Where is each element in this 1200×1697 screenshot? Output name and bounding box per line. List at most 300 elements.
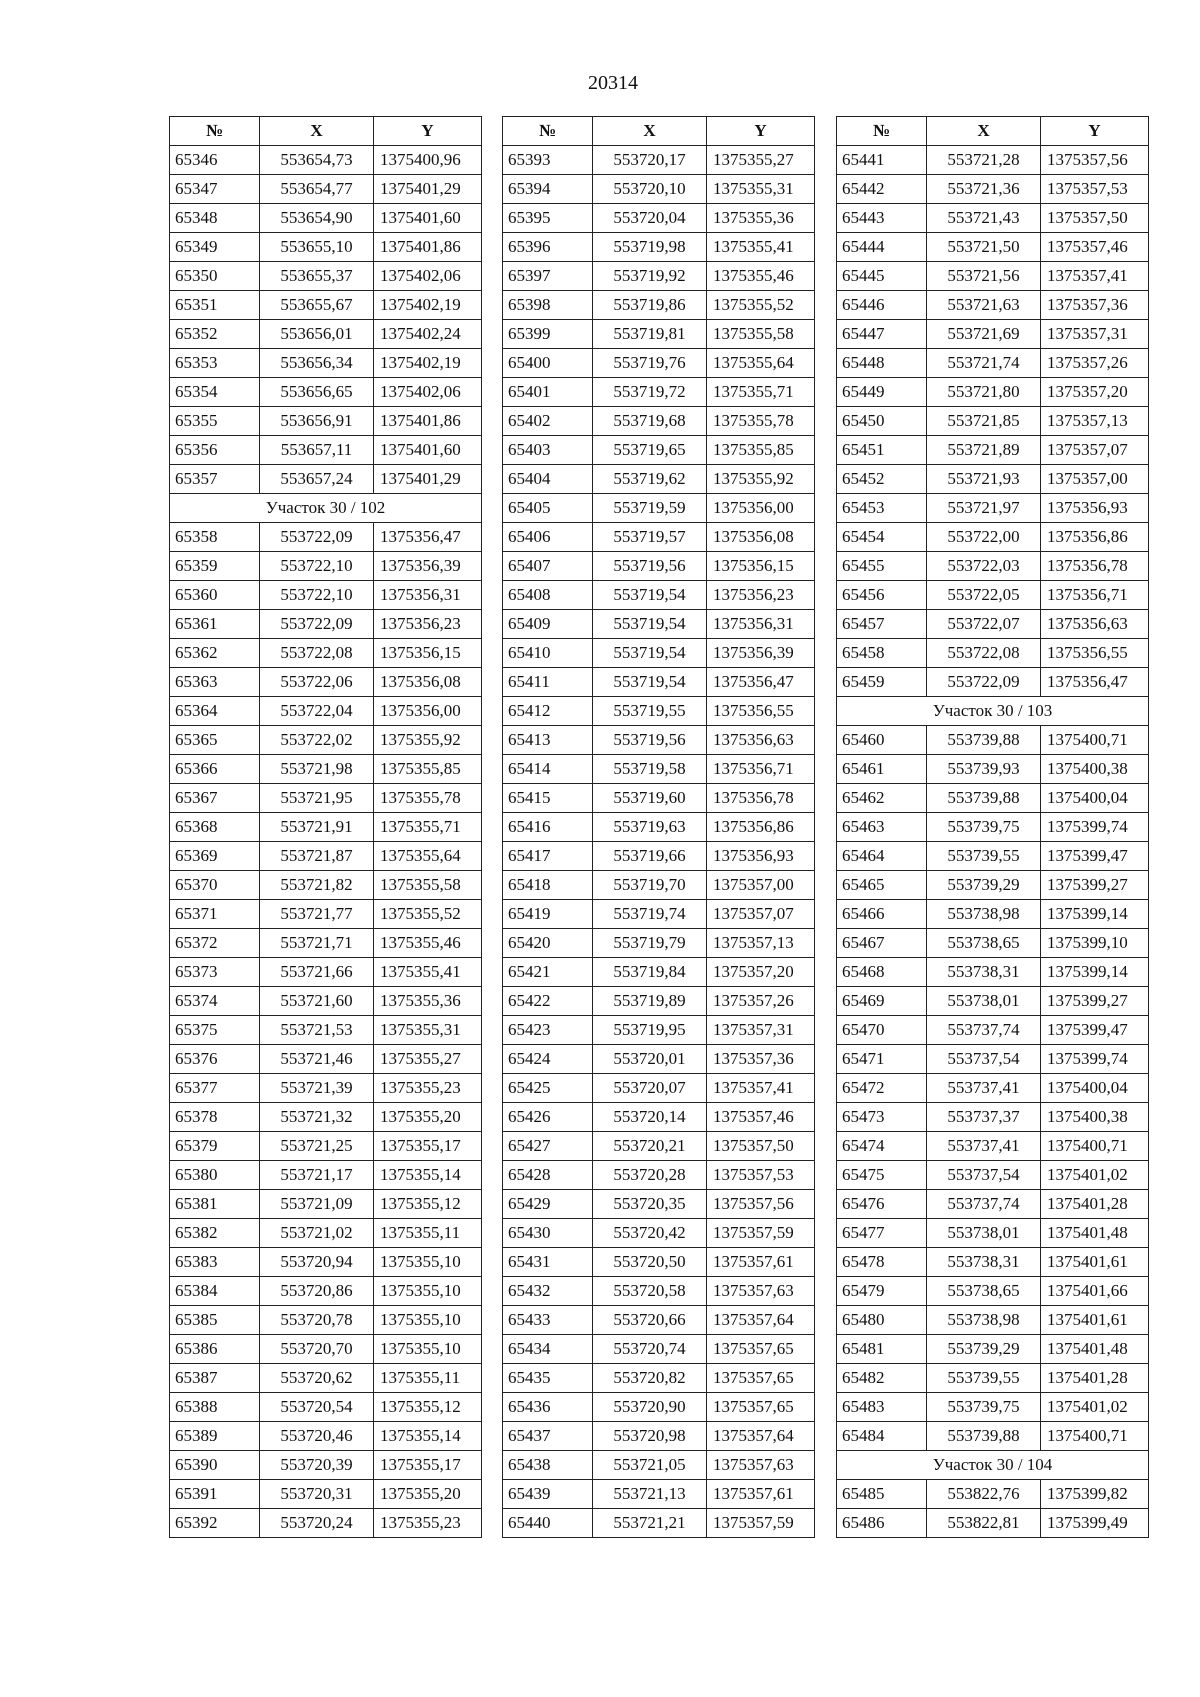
point-number: 65473 [837,1103,927,1132]
table-row [837,1132,1149,1161]
table-row [837,262,1149,291]
table-row [503,1103,815,1132]
point-number: 65420 [503,929,593,958]
table-row [503,1161,815,1190]
table-row [170,552,482,581]
point-number: 65417 [503,842,593,871]
table-row [837,349,1149,378]
point-number: 65384 [170,1277,260,1306]
point-number: 65416 [503,813,593,842]
x-coordinate: 553721,21 [593,1509,707,1538]
y-coordinate: 1375357,41 [707,1074,815,1103]
table-row [503,958,815,987]
y-coordinate: 1375356,86 [707,813,815,842]
y-coordinate: 1375355,78 [707,407,815,436]
y-coordinate: 1375401,60 [374,436,482,465]
table-body [503,146,815,1538]
x-coordinate: 553720,94 [260,1248,374,1277]
y-coordinate: 1375400,38 [1041,1103,1149,1132]
table-row [837,1306,1149,1335]
table-row [170,639,482,668]
table-row [503,1248,815,1277]
x-coordinate: 553822,81 [927,1509,1041,1538]
y-coordinate: 1375357,07 [1041,436,1149,465]
y-coordinate: 1375356,15 [374,639,482,668]
x-coordinate: 553719,92 [593,262,707,291]
table-row [503,1422,815,1451]
table-row [837,146,1149,175]
header-y: Y [374,117,482,146]
table-row [503,1480,815,1509]
table-row [503,349,815,378]
point-number: 65380 [170,1161,260,1190]
y-coordinate: 1375356,15 [707,552,815,581]
y-coordinate: 1375401,28 [1041,1190,1149,1219]
x-coordinate: 553721,82 [260,871,374,900]
x-coordinate: 553719,56 [593,552,707,581]
point-number: 65375 [170,1016,260,1045]
y-coordinate: 1375355,10 [374,1277,482,1306]
x-coordinate: 553656,01 [260,320,374,349]
table-row [837,1364,1149,1393]
point-number: 65477 [837,1219,927,1248]
point-number: 65433 [503,1306,593,1335]
header-row [170,117,482,146]
point-number: 65399 [503,320,593,349]
point-number: 65424 [503,1045,593,1074]
y-coordinate: 1375356,55 [1041,639,1149,668]
x-coordinate: 553719,70 [593,871,707,900]
y-coordinate: 1375399,82 [1041,1480,1149,1509]
point-number: 65478 [837,1248,927,1277]
y-coordinate: 1375401,61 [1041,1306,1149,1335]
y-coordinate: 1375357,56 [1041,146,1149,175]
y-coordinate: 1375355,10 [374,1306,482,1335]
table-row [503,900,815,929]
point-number: 65486 [837,1509,927,1538]
y-coordinate: 1375357,65 [707,1364,815,1393]
y-coordinate: 1375401,86 [374,407,482,436]
y-coordinate: 1375357,64 [707,1422,815,1451]
table-row [837,726,1149,755]
point-number: 65396 [503,233,593,262]
y-coordinate: 1375357,00 [1041,465,1149,494]
x-coordinate: 553738,01 [927,987,1041,1016]
table-row [503,1335,815,1364]
point-number: 65458 [837,639,927,668]
y-coordinate: 1375355,46 [707,262,815,291]
x-coordinate: 553722,09 [260,523,374,552]
y-coordinate: 1375356,78 [1041,552,1149,581]
header-row [503,117,815,146]
x-coordinate: 553720,50 [593,1248,707,1277]
point-number: 65369 [170,842,260,871]
y-coordinate: 1375356,71 [707,755,815,784]
y-coordinate: 1375356,71 [1041,581,1149,610]
table-row [170,1335,482,1364]
table-row [170,436,482,465]
x-coordinate: 553719,54 [593,581,707,610]
page-number: 20314 [588,72,638,94]
x-coordinate: 553720,14 [593,1103,707,1132]
x-coordinate: 553721,80 [927,378,1041,407]
point-number: 65456 [837,581,927,610]
x-coordinate: 553721,13 [593,1480,707,1509]
y-coordinate: 1375355,14 [374,1161,482,1190]
table-row [170,1451,482,1480]
y-coordinate: 1375355,20 [374,1103,482,1132]
y-coordinate: 1375355,31 [374,1016,482,1045]
x-coordinate: 553654,73 [260,146,374,175]
point-number: 65362 [170,639,260,668]
table-row [170,842,482,871]
point-number: 65402 [503,407,593,436]
x-coordinate: 553738,31 [927,1248,1041,1277]
y-coordinate: 1375357,64 [707,1306,815,1335]
point-number: 65480 [837,1306,927,1335]
point-number: 65353 [170,349,260,378]
point-number: 65448 [837,349,927,378]
table-row [170,291,482,320]
x-coordinate: 553720,42 [593,1219,707,1248]
y-coordinate: 1375355,92 [707,465,815,494]
point-number: 65382 [170,1219,260,1248]
x-coordinate: 553721,85 [927,407,1041,436]
y-coordinate: 1375357,36 [707,1045,815,1074]
point-number: 65481 [837,1335,927,1364]
table-row [503,233,815,262]
y-coordinate: 1375357,13 [707,929,815,958]
point-number: 65389 [170,1422,260,1451]
point-number: 65385 [170,1306,260,1335]
point-number: 65475 [837,1161,927,1190]
table-row [170,1190,482,1219]
table-row [170,1480,482,1509]
table-row [503,755,815,784]
point-number: 65437 [503,1422,593,1451]
table-row [170,378,482,407]
table-row [837,204,1149,233]
x-coordinate: 553721,89 [927,436,1041,465]
x-coordinate: 553719,66 [593,842,707,871]
table-row [170,1306,482,1335]
x-coordinate: 553739,88 [927,1422,1041,1451]
coordinates-table-2 [502,116,815,1538]
x-coordinate: 553720,62 [260,1364,374,1393]
y-coordinate: 1375400,96 [374,146,482,175]
point-number: 65466 [837,900,927,929]
point-number: 65474 [837,1132,927,1161]
point-number: 65406 [503,523,593,552]
y-coordinate: 1375355,20 [374,1480,482,1509]
table-row [837,175,1149,204]
table-row [170,1016,482,1045]
table-row [170,320,482,349]
table-row [837,320,1149,349]
point-number: 65444 [837,233,927,262]
y-coordinate: 1375357,46 [1041,233,1149,262]
y-coordinate: 1375400,71 [1041,1132,1149,1161]
table-row [170,523,482,552]
point-number: 65425 [503,1074,593,1103]
table-row [170,1219,482,1248]
x-coordinate: 553719,59 [593,494,707,523]
y-coordinate: 1375355,27 [374,1045,482,1074]
table-body [837,146,1149,1538]
y-coordinate: 1375355,92 [374,726,482,755]
x-coordinate: 553719,62 [593,465,707,494]
table-row [170,726,482,755]
y-coordinate: 1375357,63 [707,1451,815,1480]
x-coordinate: 553738,01 [927,1219,1041,1248]
table-row [170,146,482,175]
table-row [170,204,482,233]
table-row [837,523,1149,552]
x-coordinate: 553721,69 [927,320,1041,349]
point-number: 65450 [837,407,927,436]
x-coordinate: 553722,07 [927,610,1041,639]
y-coordinate: 1375399,14 [1041,900,1149,929]
point-number: 65446 [837,291,927,320]
x-coordinate: 553720,04 [593,204,707,233]
table-row [503,146,815,175]
point-number: 65349 [170,233,260,262]
table-row [503,1393,815,1422]
table-row [503,204,815,233]
x-coordinate: 553719,72 [593,378,707,407]
y-coordinate: 1375356,47 [374,523,482,552]
point-number: 65400 [503,349,593,378]
y-coordinate: 1375357,31 [707,1016,815,1045]
point-number: 65397 [503,262,593,291]
x-coordinate: 553739,75 [927,1393,1041,1422]
x-coordinate: 553738,98 [927,900,1041,929]
x-coordinate: 553737,74 [927,1016,1041,1045]
point-number: 65373 [170,958,260,987]
table-row [170,929,482,958]
table-row [503,697,815,726]
x-coordinate: 553721,98 [260,755,374,784]
x-coordinate: 553737,41 [927,1074,1041,1103]
y-coordinate: 1375355,11 [374,1364,482,1393]
y-coordinate: 1375399,27 [1041,987,1149,1016]
y-coordinate: 1375357,65 [707,1335,815,1364]
y-coordinate: 1375357,50 [1041,204,1149,233]
x-coordinate: 553722,04 [260,697,374,726]
y-coordinate: 1375356,23 [707,581,815,610]
y-coordinate: 1375355,85 [374,755,482,784]
point-number: 65451 [837,436,927,465]
x-coordinate: 553719,95 [593,1016,707,1045]
table-row [837,291,1149,320]
table-row [837,465,1149,494]
y-coordinate: 1375356,78 [707,784,815,813]
section-row [837,697,1149,726]
point-number: 65463 [837,813,927,842]
table-row [503,1509,815,1538]
point-number: 65407 [503,552,593,581]
x-coordinate: 553721,71 [260,929,374,958]
x-coordinate: 553657,11 [260,436,374,465]
x-coordinate: 553721,53 [260,1016,374,1045]
point-number: 65455 [837,552,927,581]
x-coordinate: 553720,66 [593,1306,707,1335]
x-coordinate: 553722,02 [260,726,374,755]
y-coordinate: 1375355,27 [707,146,815,175]
y-coordinate: 1375357,26 [1041,349,1149,378]
point-number: 65408 [503,581,593,610]
table-row [503,523,815,552]
x-coordinate: 553738,65 [927,929,1041,958]
table-row [503,320,815,349]
y-coordinate: 1375357,07 [707,900,815,929]
section-row [837,1451,1149,1480]
point-number: 65462 [837,784,927,813]
point-number: 65459 [837,668,927,697]
table-row [170,784,482,813]
point-number: 65434 [503,1335,593,1364]
x-coordinate: 553739,88 [927,726,1041,755]
header-number: № [170,117,260,146]
x-coordinate: 553719,68 [593,407,707,436]
point-number: 65398 [503,291,593,320]
table-row [170,697,482,726]
table-row [837,987,1149,1016]
y-coordinate: 1375356,47 [707,668,815,697]
table-body [170,146,482,1538]
table-row [170,1509,482,1538]
x-coordinate: 553721,60 [260,987,374,1016]
y-coordinate: 1375355,85 [707,436,815,465]
table-row [837,378,1149,407]
y-coordinate: 1375402,19 [374,349,482,378]
y-coordinate: 1375355,23 [374,1509,482,1538]
point-number: 65464 [837,842,927,871]
x-coordinate: 553822,76 [927,1480,1041,1509]
table-row [170,813,482,842]
x-coordinate: 553722,00 [927,523,1041,552]
header-y: Y [707,117,815,146]
y-coordinate: 1375356,63 [707,726,815,755]
header-x: X [927,117,1041,146]
table-row [837,552,1149,581]
table-row [170,1248,482,1277]
table-row [503,639,815,668]
x-coordinate: 553738,98 [927,1306,1041,1335]
x-coordinate: 553721,02 [260,1219,374,1248]
point-number: 65405 [503,494,593,523]
x-coordinate: 553720,31 [260,1480,374,1509]
x-coordinate: 553721,66 [260,958,374,987]
y-coordinate: 1375399,49 [1041,1509,1149,1538]
table-row [503,262,815,291]
table-row [170,233,482,262]
point-number: 65388 [170,1393,260,1422]
y-coordinate: 1375357,46 [707,1103,815,1132]
x-coordinate: 553655,67 [260,291,374,320]
point-number: 65374 [170,987,260,1016]
x-coordinate: 553721,17 [260,1161,374,1190]
table-row [503,726,815,755]
point-number: 65438 [503,1451,593,1480]
point-number: 65439 [503,1480,593,1509]
y-coordinate: 1375402,06 [374,262,482,291]
x-coordinate: 553719,76 [593,349,707,378]
point-number: 65429 [503,1190,593,1219]
y-coordinate: 1375355,78 [374,784,482,813]
x-coordinate: 553739,55 [927,842,1041,871]
point-number: 65484 [837,1422,927,1451]
y-coordinate: 1375357,53 [707,1161,815,1190]
table-row [503,581,815,610]
table-row [837,813,1149,842]
y-coordinate: 1375356,31 [707,610,815,639]
x-coordinate: 553654,90 [260,204,374,233]
y-coordinate: 1375355,58 [707,320,815,349]
y-coordinate: 1375355,71 [707,378,815,407]
y-coordinate: 1375356,39 [707,639,815,668]
x-coordinate: 553719,63 [593,813,707,842]
x-coordinate: 553721,39 [260,1074,374,1103]
table-row [170,871,482,900]
table-row [837,1393,1149,1422]
header-number: № [503,117,593,146]
point-number: 65410 [503,639,593,668]
x-coordinate: 553655,37 [260,262,374,291]
x-coordinate: 553721,77 [260,900,374,929]
y-coordinate: 1375355,12 [374,1393,482,1422]
table-row [837,1190,1149,1219]
point-number: 65465 [837,871,927,900]
point-number: 65386 [170,1335,260,1364]
point-number: 65483 [837,1393,927,1422]
table-row [837,1074,1149,1103]
table-row [837,1335,1149,1364]
table-row [837,784,1149,813]
y-coordinate: 1375357,20 [707,958,815,987]
y-coordinate: 1375399,10 [1041,929,1149,958]
point-number: 65361 [170,610,260,639]
table-row [837,581,1149,610]
x-coordinate: 553720,17 [593,146,707,175]
point-number: 65457 [837,610,927,639]
y-coordinate: 1375357,20 [1041,378,1149,407]
y-coordinate: 1375356,93 [707,842,815,871]
table-row [503,813,815,842]
table-row [503,610,815,639]
table-row [503,668,815,697]
point-number: 65387 [170,1364,260,1393]
y-coordinate: 1375356,93 [1041,494,1149,523]
y-coordinate: 1375357,36 [1041,291,1149,320]
y-coordinate: 1375401,48 [1041,1219,1149,1248]
y-coordinate: 1375357,59 [707,1509,815,1538]
section-label: Участок 30 / 104 [837,1451,1149,1480]
y-coordinate: 1375357,00 [707,871,815,900]
header-y: Y [1041,117,1149,146]
x-coordinate: 553719,58 [593,755,707,784]
x-coordinate: 553719,89 [593,987,707,1016]
y-coordinate: 1375357,56 [707,1190,815,1219]
x-coordinate: 553721,50 [927,233,1041,262]
x-coordinate: 553657,24 [260,465,374,494]
y-coordinate: 1375357,41 [1041,262,1149,291]
table-row [503,1277,815,1306]
x-coordinate: 553720,70 [260,1335,374,1364]
point-number: 65445 [837,262,927,291]
y-coordinate: 1375400,71 [1041,726,1149,755]
y-coordinate: 1375401,48 [1041,1335,1149,1364]
